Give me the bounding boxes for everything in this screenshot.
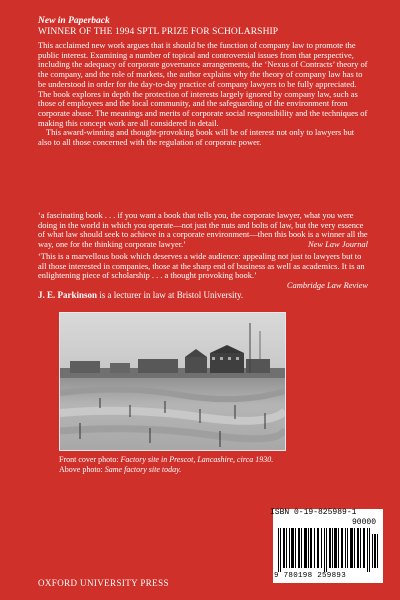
book-description [38, 41, 368, 148]
quote-text: ‘a fascinating book . . . if you want a book that tells you, the corporate lawyer, what you were doing in the world in which you operate—not just the nuts and bolts of law, but the very essence of what law should seek to achieve in a corporate environment—then this book is a winner all the way, one for the thinking corporate lawyer.’ [38, 210, 368, 250]
publisher-name: OXFORD UNIVERSITY PRESS [38, 578, 169, 588]
caption-italic: Same factory site today. [104, 465, 182, 474]
review-quotes [38, 211, 368, 293]
review-quote [38, 211, 368, 250]
quote-source: Cambridge Law Review [286, 279, 368, 290]
author-bio [38, 290, 243, 300]
caption-italic: Factory site in Prescot, Lancashire, circa 1930. [120, 455, 274, 464]
price-code: 90000 [352, 518, 377, 527]
quote-source: New Law Journal [307, 239, 368, 250]
barcode-graphic [276, 528, 380, 572]
description-paragraph-2: This award-winning and thought-provoking book will be of interest not only to lawyers but also to all those concerned with the regulation of corporate power. [38, 127, 355, 148]
prize-heading: WINNER OF THE 1994 SPTL PRIZE FOR SCHOLARSHIP [38, 27, 279, 37]
caption-line-front [59, 455, 273, 465]
review-quote [38, 252, 368, 291]
photo-image [60, 313, 285, 450]
isbn-number: ISBN 0-19-825989-1 [270, 508, 357, 517]
author-description: is a lecturer in law at Bristol University. [97, 290, 244, 300]
ean-number: 9 780198 259893 [274, 572, 347, 580]
author-name: J. E. Parkinson [38, 290, 98, 300]
caption-prefix: Above photo: [59, 465, 105, 474]
photo-caption [59, 455, 273, 475]
caption-line-above [59, 465, 273, 475]
paperback-label: New in Paperback [38, 16, 110, 26]
factory-site-photo [59, 312, 286, 451]
description-paragraph-1: This acclaimed new work argues that it should be the function of company law to promote the public interest. Examining a number of topical and controversial issues from that perspective, including the adequacy of corporate governance arrangements, the ‘Nexus of Contracts’ theory of the company, and the role of markets, the author explains why the theory of company law has to be understood in order for the day-to-day practice of company lawyers to be fully appreciated. The book explores in depth the protection of interests largely ignored by company law, such as those of employees and the local community, and the safeguarding of the environment from corporate abuse. The meanings and merits of corporate social responsibility and the techniques of making this concept work are all considered in detail. [38, 40, 368, 128]
quote-text: ‘This is a marvellous book which deserves a wide audience: appealing not just to lawyers but to all those interested in companies, those at the sharp end of business as well as academics. It is an enlightening piece of scholarship . . . a thought provoking book.’ [38, 250, 365, 281]
caption-prefix: Front cover photo: [59, 455, 121, 464]
